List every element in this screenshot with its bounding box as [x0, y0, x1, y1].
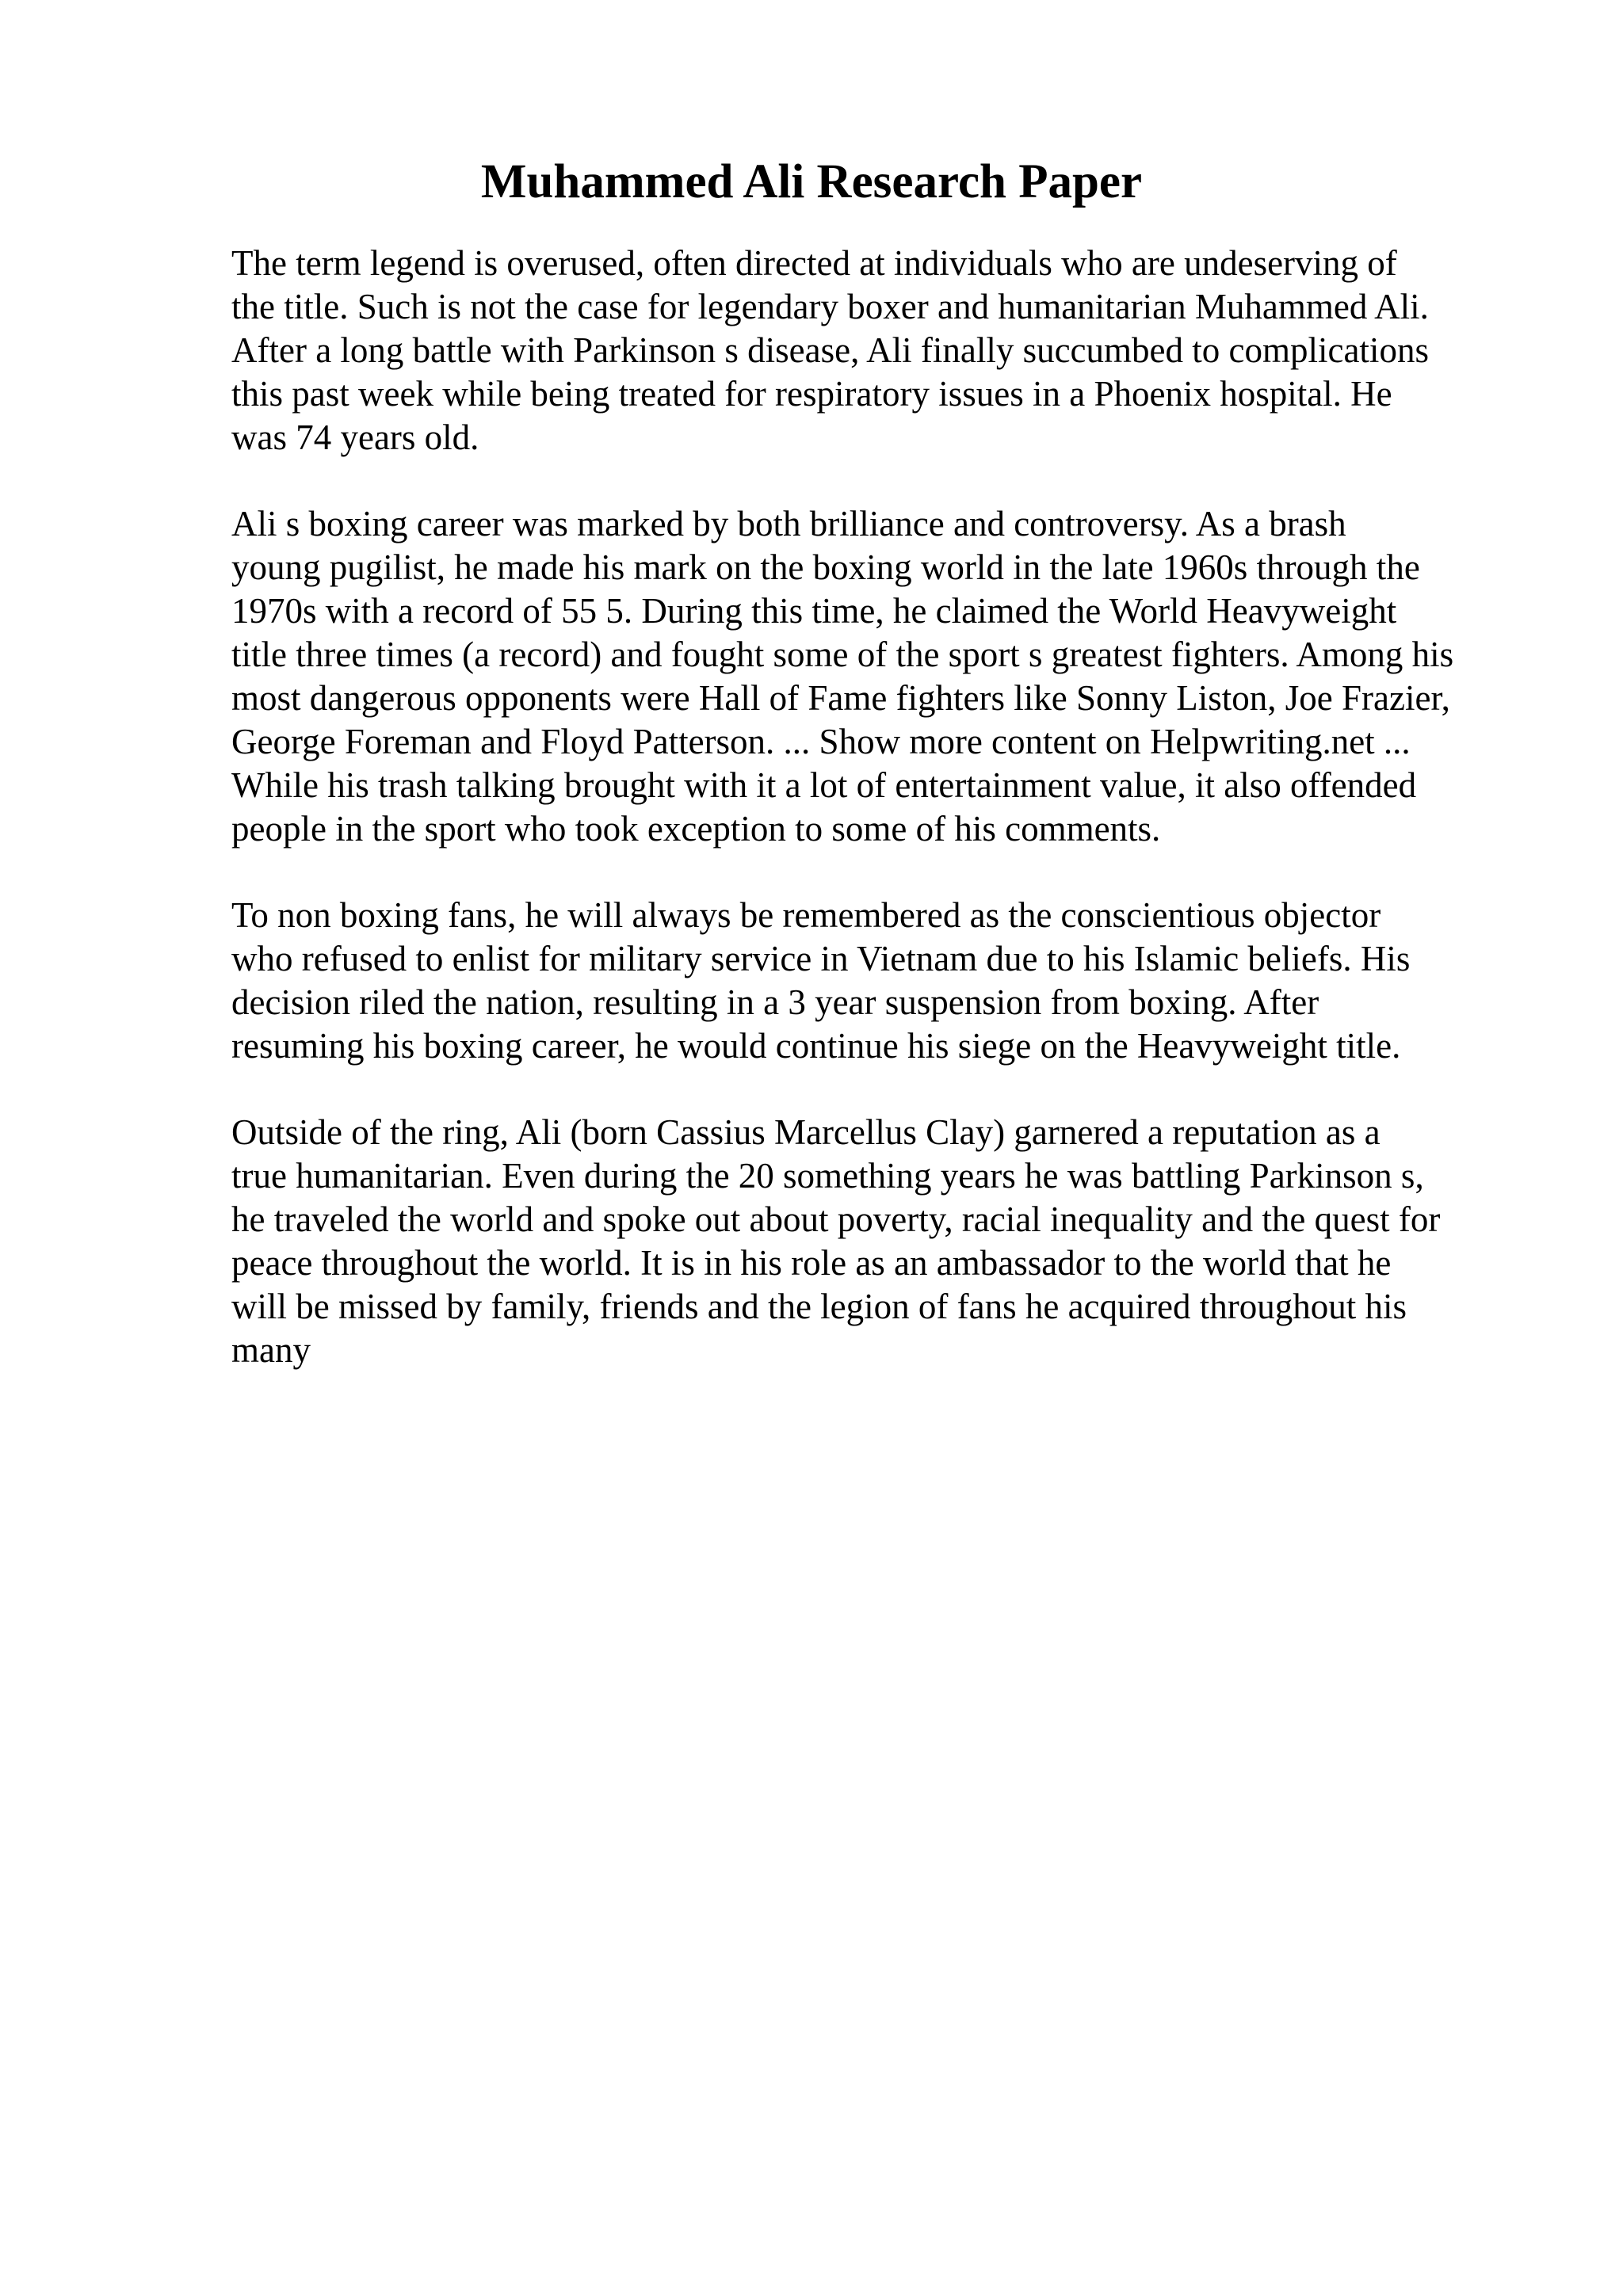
- text-line: Ali s boxing career was marked by both brilliance and controversy. As a brash: [231, 504, 1346, 543]
- text-line: the title. Such is not the case for legendary boxer and humanitarian Muhammed Ali.: [231, 287, 1429, 326]
- text-line: After a long battle with Parkinson s disease, Ali finally succumbed to complications: [231, 330, 1429, 370]
- text-line: Outside of the ring, Ali (born Cassius Marcellus Clay) garnered a reputation as a: [231, 1112, 1381, 1152]
- text-line: decision riled the nation, resulting in a 3 year suspension from boxing. After: [231, 982, 1319, 1022]
- text-line: was 74 years old.: [231, 418, 479, 457]
- text-line: young pugilist, he made his mark on the boxing world in the late 1960s through the: [231, 547, 1420, 587]
- text-line: To non boxing fans, he will always be remembered as the conscientious objector: [231, 895, 1381, 935]
- text-line: 1970s with a record of 55 5. During this time, he claimed the World Heavyweight: [231, 591, 1397, 631]
- text-line: most dangerous opponents were Hall of Fame fighters like Sonny Liston, Joe Frazier,: [231, 678, 1450, 718]
- text-line: The term legend is overused, often directed at individuals who are undeserving of: [231, 243, 1397, 283]
- paragraph-3: [231, 894, 1515, 1068]
- page-title: Muhammed Ali Research Paper: [480, 155, 1143, 208]
- text-line: resuming his boxing career, he would continue his siege on the Heavyweight title.: [231, 1026, 1401, 1066]
- text-line: he traveled the world and spoke out about poverty, racial inequality and the quest for: [231, 1199, 1441, 1239]
- text-line: people in the sport who took exception to some of his comments.: [231, 809, 1161, 849]
- text-line: title three times (a record) and fought some of the sport s greatest fighters. Among his: [231, 635, 1454, 674]
- paragraph-4: [231, 1111, 1515, 1372]
- paragraph-1: [231, 242, 1515, 460]
- text-line: George Foreman and Floyd Patterson. ... Show more content on Helpwriting.net ...: [231, 722, 1411, 761]
- document-body: [231, 242, 1515, 1415]
- text-line: who refused to enlist for military service in Vietnam due to his Islamic beliefs. His: [231, 939, 1411, 978]
- text-line: While his trash talking brought with it a lot of entertainment value, it also offended: [231, 765, 1417, 805]
- text-line: this past week while being treated for respiratory issues in a Phoenix hospital. He: [231, 374, 1392, 414]
- text-line: true humanitarian. Even during the 20 something years he was battling Parkinson s,: [231, 1156, 1424, 1196]
- paragraph-2: [231, 502, 1515, 851]
- text-line: many: [231, 1330, 311, 1370]
- text-line: will be missed by family, friends and the legion of fans he acquired throughout his: [231, 1287, 1407, 1326]
- text-line: peace throughout the world. It is in his role as an ambassador to the world that he: [231, 1243, 1392, 1283]
